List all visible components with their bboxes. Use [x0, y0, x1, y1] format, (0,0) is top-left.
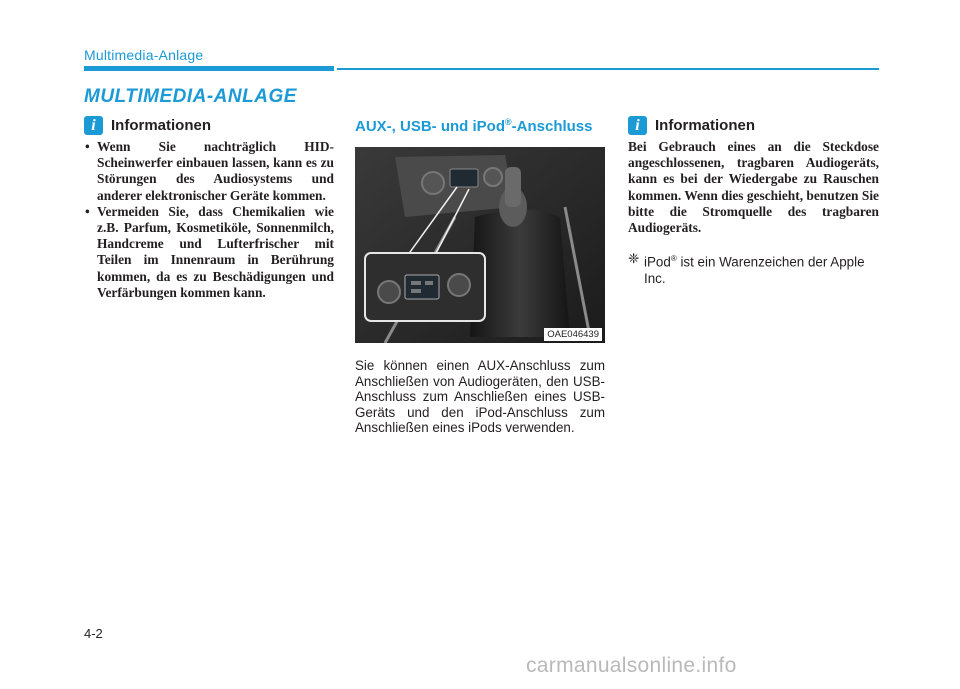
column-middle	[355, 114, 605, 436]
subsection-title	[355, 114, 605, 135]
subsection-title-suffix: -Anschluss	[511, 118, 593, 135]
trademark-note	[628, 251, 879, 286]
info-heading	[628, 114, 879, 136]
section-title: MULTIMEDIA-ANLAGE	[84, 86, 297, 107]
subsection-title-text: AUX-, USB- und iPod	[355, 118, 505, 135]
chapter-label: Multimedia-Anlage	[84, 47, 204, 63]
column-right	[628, 114, 879, 287]
info-bullet: • Wenn Sie nachträglich HID-Scheinwerfer einbauen lassen, kann es zu Störungen des Audiosystems und anderer elektronischer Geräte kommen.	[84, 139, 334, 204]
info-icon: i	[84, 116, 103, 135]
note-text-suffix: ist ein Warenzeichen der Apple Inc.	[644, 254, 865, 286]
info-bullet-list	[84, 139, 334, 301]
info-paragraph: Bei Gebrauch eines an die Steckdose angeschlossenen, tragbaren Audiogeräts, kann es bei der Wiedergabe zu Rauschen kommen. Wenn dies geschieht, benutzen Sie bitte die Stromquelle des tragbaren Audiogeräts.	[628, 139, 879, 236]
aux-usb-description: Sie können einen AUX-Anschluss zum Anschließen von Audiogeräten, den USB-Anschluss zum Anschließen eines USB-Geräts und den iPod-Anschluss zum Anschließen eines iPods verwenden.	[355, 358, 605, 436]
console-illustration	[355, 147, 605, 343]
note-text: iPod	[644, 254, 671, 270]
console-photo	[355, 147, 605, 343]
registered-mark: ®	[670, 254, 677, 264]
info-title: Informationen	[655, 116, 755, 134]
header-bar-accent	[84, 66, 334, 71]
watermark: carmanualsonline.info	[526, 654, 737, 677]
note-mark: ❈	[628, 251, 640, 267]
info-bullet: • Vermeiden Sie, dass Chemikalien wie z.B. Parfum, Kosmetiköle, Sonnenmilch, Handcreme und Lufterfrischer mit Teilen im Innenraum in Berührung kommen, da es zu Beschädigungen und Verfärbungen kommen kann.	[84, 204, 334, 301]
header-bar-rule	[337, 68, 879, 70]
image-code-label: OAE046439	[544, 328, 602, 341]
info-title: Informationen	[111, 116, 211, 134]
info-icon: i	[628, 116, 647, 135]
page-number: 4-2	[84, 626, 103, 641]
registered-mark: ®	[505, 117, 512, 127]
column-left	[84, 114, 334, 301]
info-heading	[84, 114, 334, 136]
